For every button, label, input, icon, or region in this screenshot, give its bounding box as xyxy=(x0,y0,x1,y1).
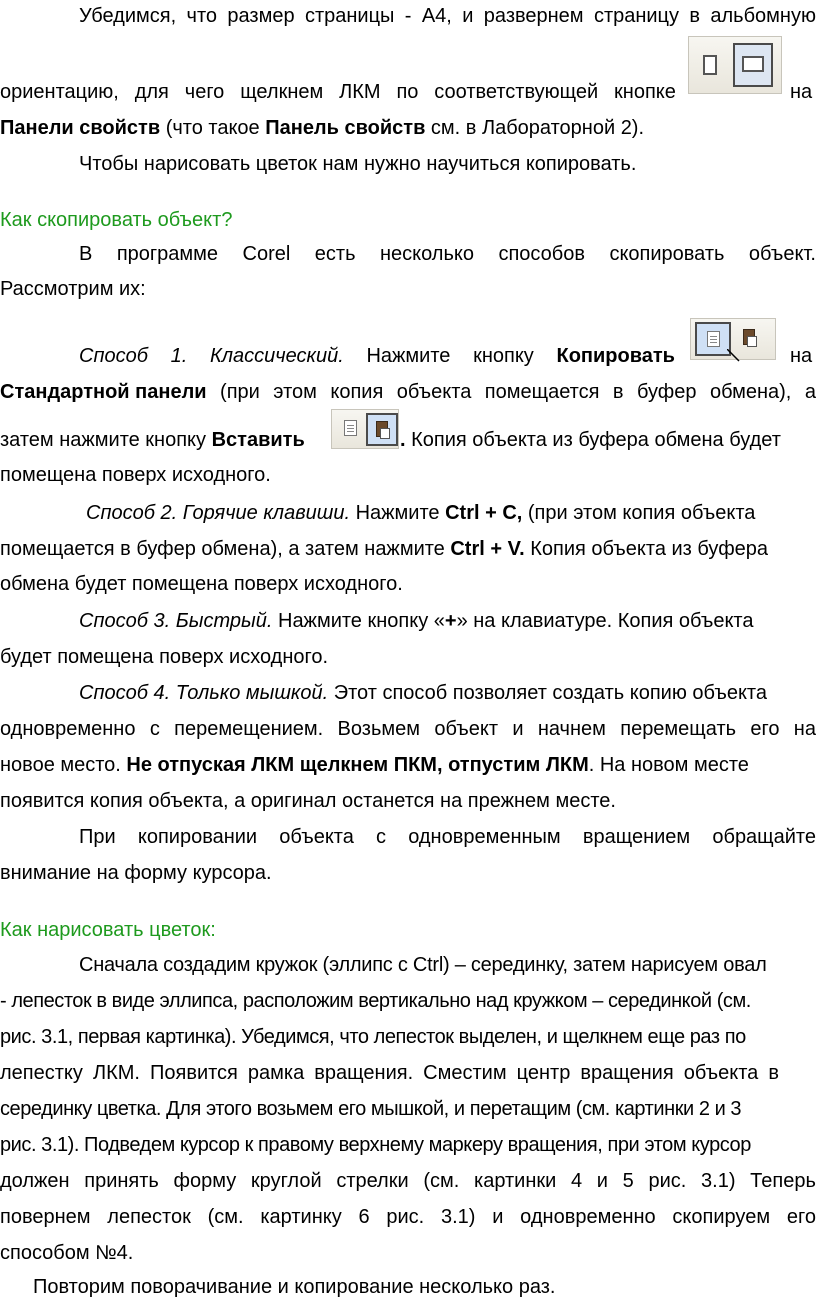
text: Копия объекта из буфера обмена будет xyxy=(411,429,781,451)
text: см. в Лабораторной 2). xyxy=(425,117,645,139)
bold-instruction: Не отпуская ЛКМ щелкнем ПКМ, отпустим ЛКМ xyxy=(126,754,589,776)
word: объект. xyxy=(748,243,816,265)
word: его xyxy=(786,1206,816,1228)
p4-line1 xyxy=(79,825,816,849)
p5-line3: рис. 3.1, первая картинка). Убедимся, что лепесток выделен, и щелкнем еще раз по xyxy=(0,1026,746,1048)
word: картинки xyxy=(474,1170,557,1192)
word: 5 xyxy=(622,1170,634,1192)
word: объекта xyxy=(279,826,354,848)
word: в xyxy=(689,5,701,27)
word: 3.1) xyxy=(441,1206,476,1228)
word: (см. xyxy=(423,1170,460,1192)
word: и xyxy=(512,718,524,740)
word: и xyxy=(462,5,474,27)
word: Убедимся, xyxy=(79,5,177,27)
text: (что такое xyxy=(160,117,266,139)
m1-line1-end: на xyxy=(790,345,813,367)
word: повернем xyxy=(0,1206,91,1228)
word: скопировать xyxy=(609,243,725,265)
m2-line3: обмена будет помещена поверх исходного. xyxy=(0,573,403,595)
word: копировании xyxy=(137,826,258,848)
word: принять xyxy=(84,1170,159,1192)
word: объект xyxy=(434,718,498,740)
m2-line1 xyxy=(86,501,755,525)
m2-line2 xyxy=(0,537,768,561)
word: программе xyxy=(116,243,219,265)
heading-copy-object: Как скопировать объект? xyxy=(0,209,233,231)
word: а xyxy=(804,381,816,403)
paste-clipboard-icon xyxy=(376,421,388,437)
word: должен xyxy=(0,1170,70,1192)
word: (при xyxy=(220,381,260,403)
word: и xyxy=(596,1170,608,1192)
word: на xyxy=(793,718,816,740)
p5-line5: серединку цветка. Для этого возьмем его мышкой, и перетащим (см. картинки 2 и 3 xyxy=(0,1098,742,1120)
word: (см. xyxy=(207,1206,244,1228)
word: кнопку xyxy=(473,345,534,367)
word: 1. xyxy=(170,345,188,367)
word: обмена), xyxy=(709,381,792,403)
text: затем нажмите кнопку xyxy=(0,429,212,451)
bold-term: Панели свойств xyxy=(0,117,161,139)
m4-line3 xyxy=(0,753,749,777)
word: и xyxy=(492,1206,504,1228)
word: по xyxy=(396,81,419,103)
word: Нажмите xyxy=(366,345,451,367)
word: А4, xyxy=(421,5,452,27)
text: Нажмите xyxy=(350,502,446,524)
word: При xyxy=(79,826,116,848)
copy-button-image xyxy=(690,318,776,360)
text: Способ 2. Горячие клавиши. xyxy=(86,502,351,524)
m4-line1 xyxy=(79,681,767,705)
p6: Повторим поворачивание и копирование несколько раз. xyxy=(33,1276,556,1298)
hotkey: Ctrl + C, xyxy=(445,502,523,524)
word: Вставить xyxy=(211,429,305,451)
text: » на клавиатуре. Копия объекта xyxy=(456,610,754,632)
word: Corel xyxy=(242,243,291,265)
paste-clipboard-icon xyxy=(743,329,755,345)
word: одновременно xyxy=(520,1206,656,1228)
portrait-page-icon xyxy=(703,55,717,75)
word: лепесток xyxy=(107,1206,191,1228)
word: ЛКМ xyxy=(339,81,381,103)
word: 3.1) xyxy=(701,1170,736,1192)
text: (при этом копия объекта xyxy=(522,502,756,524)
word: щелкнем xyxy=(240,81,324,103)
word: этом xyxy=(273,381,317,403)
word: страницы xyxy=(304,5,395,27)
word: альбомную xyxy=(710,5,816,27)
word: развернем xyxy=(483,5,584,27)
cursor-arrow-icon xyxy=(727,349,741,363)
bold-term: Панель свойств xyxy=(265,117,426,139)
word: с xyxy=(376,826,387,848)
word: в xyxy=(612,381,624,403)
p1-line1 xyxy=(79,4,816,28)
p1-line3 xyxy=(0,116,644,140)
copy-doc-icon xyxy=(344,420,357,436)
text: Нажмите кнопку « xyxy=(272,610,445,632)
word: рис. xyxy=(648,1170,687,1192)
p5-line6: рис. 3.1). Подведем курсор к правому верхнему маркеру вращения, при этом курсор xyxy=(0,1134,751,1156)
p5-line1: Сначала создадим кружок (эллипс с Ctrl) – серединку, затем нарисуем овал xyxy=(79,954,767,976)
heading-draw-flower: Как нарисовать цветок: xyxy=(0,919,216,941)
word: одновременно xyxy=(0,718,136,740)
word: соответствующей xyxy=(434,81,599,103)
p5-line7 xyxy=(0,1169,816,1193)
text: Способ 3. Быстрый. xyxy=(79,610,273,632)
word: стрелки xyxy=(336,1170,409,1192)
m1-line3-a xyxy=(0,428,305,452)
word: перемещением. xyxy=(174,718,324,740)
text: Копия объекта из буфера xyxy=(524,538,769,560)
word: ориентацию, xyxy=(0,81,119,103)
word: размер xyxy=(227,5,295,27)
word: для xyxy=(134,81,169,103)
word: В xyxy=(79,243,93,265)
word: с xyxy=(149,718,160,740)
word: его xyxy=(750,718,780,740)
hotkey: Ctrl + V. xyxy=(450,538,525,560)
word: 6 xyxy=(358,1206,370,1228)
p5-line9: способом №4. xyxy=(0,1242,134,1264)
m1-line2 xyxy=(0,380,816,404)
word: страницу xyxy=(593,5,680,27)
word: рис. xyxy=(386,1206,425,1228)
word: Возьмем xyxy=(337,718,420,740)
landscape-page-icon xyxy=(742,56,764,72)
m3-line1 xyxy=(79,609,753,633)
m1-line1 xyxy=(79,344,675,368)
p1-line2-a xyxy=(0,80,676,104)
p2: Чтобы нарисовать цветок нам нужно научиться копировать. xyxy=(79,153,637,175)
word: Классический. xyxy=(209,345,344,367)
period: . xyxy=(400,429,406,451)
word: круглой xyxy=(250,1170,322,1192)
word: обращайте xyxy=(712,826,816,848)
m3-line2: будет помещена поверх исходного. xyxy=(0,646,329,668)
word: Стандартной панели xyxy=(0,381,207,403)
word: Теперь xyxy=(750,1170,816,1192)
word: способов xyxy=(498,243,585,265)
m4-line4: появится копия объекта, а оригинал останется на прежнем месте. xyxy=(0,790,616,812)
copy-button-pressed xyxy=(695,322,731,356)
p3-line1 xyxy=(79,242,816,266)
m1-line4: помещена поверх исходного. xyxy=(0,464,271,486)
landscape-button-pressed xyxy=(733,43,773,87)
m1-line3-b xyxy=(400,428,781,452)
text: помещается в буфер обмена), а затем нажмите xyxy=(0,538,451,560)
p1-line2-end: на xyxy=(790,81,813,103)
p4-line2: внимание на форму курсора. xyxy=(0,862,272,884)
word: - xyxy=(404,5,412,27)
word: одновременным xyxy=(408,826,561,848)
word: скопируем xyxy=(672,1206,771,1228)
paste-button-pressed xyxy=(366,413,398,446)
word: буфер xyxy=(637,381,697,403)
orientation-buttons-image xyxy=(688,36,782,94)
p5-line2: - лепесток в виде эллипса, расположим вертикально над кружком – серединкой (см. xyxy=(0,990,751,1012)
p3-line2: Рассмотрим их: xyxy=(0,278,146,300)
word: начнем xyxy=(537,718,606,740)
text: Этот способ позволяет создать копию объекта xyxy=(328,682,767,704)
copy-doc-icon xyxy=(707,331,720,347)
plus-key: + xyxy=(444,610,457,632)
word: Копировать xyxy=(556,345,675,367)
word: кнопке xyxy=(614,81,676,103)
p5-line4: лепестку ЛКМ. Появится рамка вращения. Сместим центр вращения объекта в xyxy=(0,1062,779,1084)
text: новое место. xyxy=(0,754,127,776)
word: помещается xyxy=(484,381,600,403)
paste-button-image xyxy=(331,409,399,449)
word: есть xyxy=(314,243,356,265)
word: несколько xyxy=(379,243,474,265)
word: что xyxy=(186,5,218,27)
word: вращением xyxy=(582,826,691,848)
word: Способ xyxy=(79,345,148,367)
word: перемещать xyxy=(620,718,737,740)
text: Способ 4. Только мышкой. xyxy=(79,682,329,704)
word: чего xyxy=(184,81,225,103)
word: объекта xyxy=(396,381,472,403)
word: картинку xyxy=(260,1206,342,1228)
m4-line2 xyxy=(0,717,816,741)
p5-line8 xyxy=(0,1205,816,1229)
word: копия xyxy=(330,381,384,403)
text: . На новом месте xyxy=(588,754,749,776)
word: 4 xyxy=(570,1170,583,1192)
word: форму xyxy=(173,1170,237,1192)
